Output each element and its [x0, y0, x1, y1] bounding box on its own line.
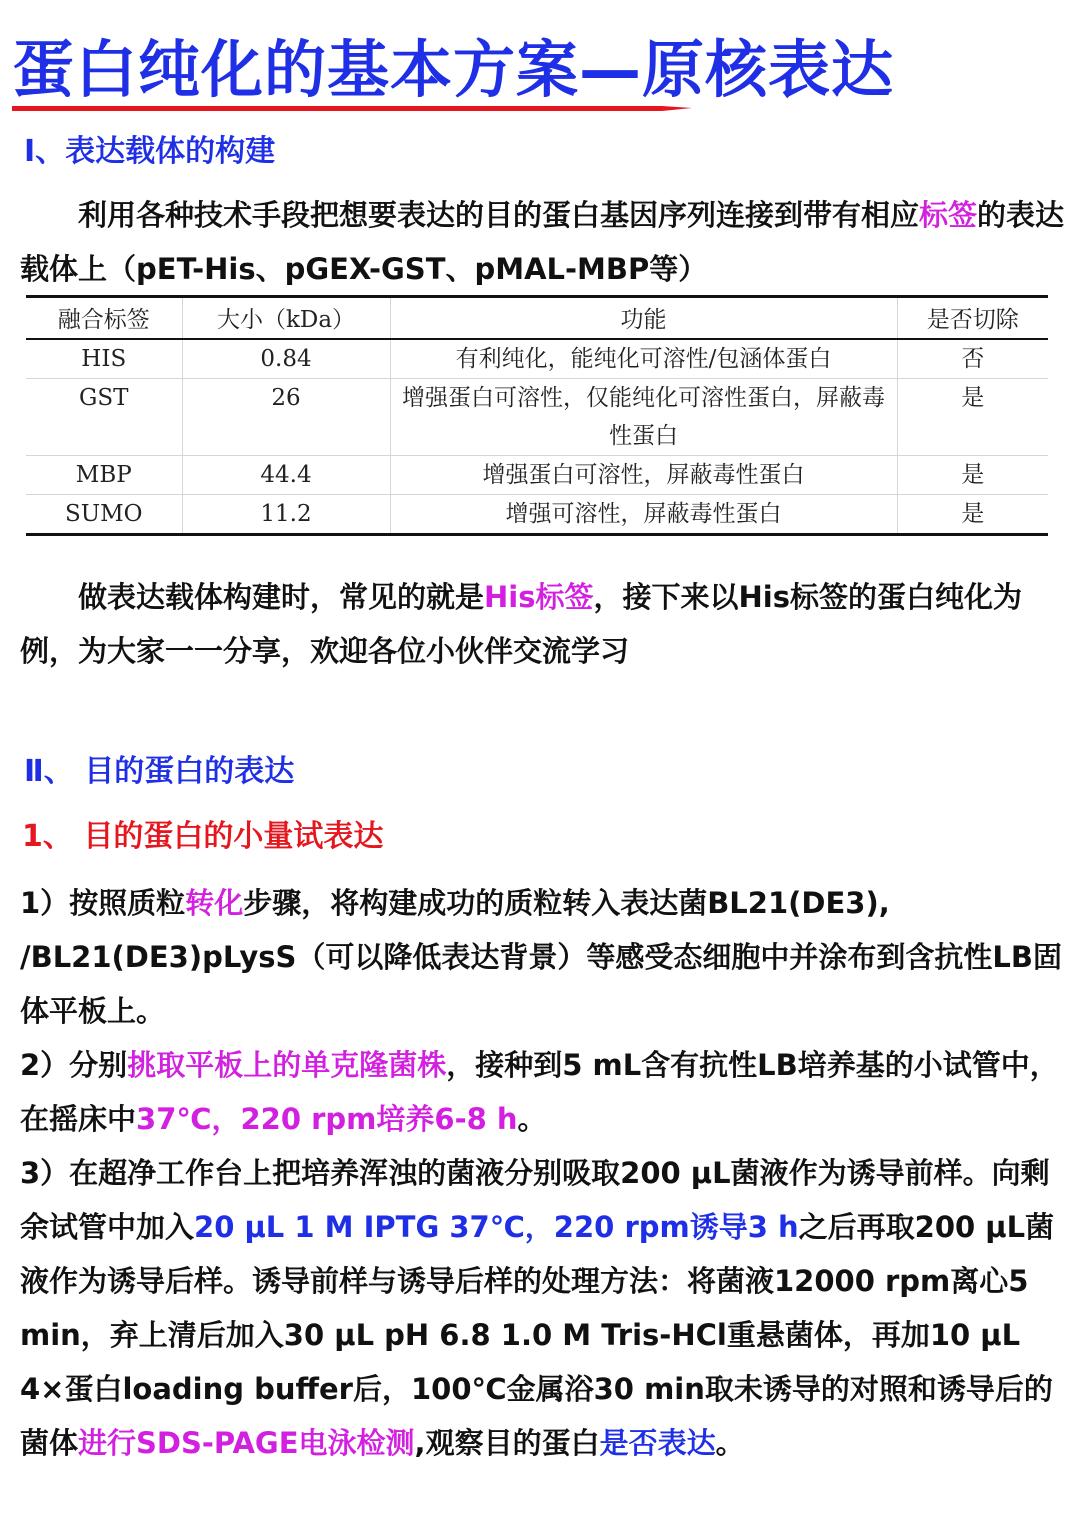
cell-cleave: 是 [897, 378, 1048, 455]
step-3 [20, 1146, 1065, 1470]
step2-text-1: 2）分别 [20, 1048, 128, 1082]
cell-cleave: 是 [897, 494, 1048, 534]
cell-size: 11.2 [182, 494, 390, 534]
section2-subheading: 1、 目的蛋白的小量试表达 [22, 819, 384, 854]
step1-highlight: 转化 [185, 886, 244, 920]
step-2 [20, 1038, 1065, 1146]
step3-highlight-1: 20 μL 1 M IPTG 37℃，220 rpm诱导3 h [194, 1210, 799, 1244]
page-title: 蛋白纯化的基本方案—原核表达 [12, 33, 895, 106]
cell-function: 增强蛋白可溶性，仅能纯化可溶性蛋白，屏蔽毒性蛋白 [390, 378, 897, 455]
step2-text-2: ，接种到5 mL含有抗性LB培养基的小试管中，在摇床中 [20, 1048, 1059, 1136]
step3-highlight-2: 进行SDS-PAGE电泳检测 [78, 1426, 415, 1460]
cell-cleave: 否 [897, 339, 1048, 379]
section2-heading: Ⅱ、 目的蛋白的表达 [24, 754, 295, 789]
note-highlight-his: His标签 [484, 580, 594, 614]
col-header-tag: 融合标签 [57, 307, 150, 334]
section1-note [20, 570, 1065, 678]
cell-tag: GST [79, 384, 129, 411]
step2-highlight-2: 37℃，220 rpm培养6-8 h [136, 1102, 518, 1136]
intro-text-2: 的表达载体上（pET-His、pGEX-GST、pMAL-MBP等） [20, 198, 1065, 286]
step3-highlight-3: 是否表达 [599, 1426, 716, 1460]
step3-text-1: 3）在超净工作台上把培养浑浊的菌液分别吸取200 μL菌液作为诱导前样。向剩余试管中加入 [20, 1156, 1050, 1244]
col-header-size: 大小（kDa） [182, 297, 390, 339]
cell-tag: SUMO [64, 500, 143, 527]
table-row [26, 339, 1048, 379]
table-row [26, 378, 1048, 455]
cell-function: 有利纯化，能纯化可溶性/包涵体蛋白 [390, 339, 897, 379]
section1-heading: Ⅰ、表达载体的构建 [24, 134, 276, 169]
cell-tag: MBP [75, 461, 132, 488]
col-header-function: 功能 [390, 297, 897, 339]
table-header-row [26, 297, 1048, 339]
cell-function: 增强蛋白可溶性，屏蔽毒性蛋白 [390, 455, 897, 494]
note-text-2: ，接下来以His标签的蛋白纯化为例，为大家一一分享，欢迎各位小伙伴交流学习 [20, 580, 1022, 668]
fusion-tag-table [26, 295, 1048, 536]
table-row [26, 494, 1048, 534]
step3-text-2: 之后再取200 μL菌液作为诱导后样。诱导前样与诱导后样的处理方法：将菌液12000 rpm离心5 min，弃上清后加入30 μL pH 6.8 1.0 M Tris-HCl重悬菌体，再加10 μL 4×蛋白loading buffer后，100℃金属浴30 min取未诱导的对照和诱导后的菌体 [20, 1210, 1055, 1460]
cell-size: 0.84 [182, 339, 390, 379]
step-1 [20, 876, 1065, 1038]
table-row [26, 455, 1048, 494]
cell-function: 增强可溶性，屏蔽毒性蛋白 [390, 494, 897, 534]
note-text-1: 做表达载体构建时，常见的就是 [78, 580, 485, 614]
section1-intro [20, 188, 1065, 296]
step3-text-3: ,观察目的蛋白 [414, 1426, 600, 1460]
step2-text-3: 。 [517, 1102, 547, 1136]
cell-tag: HIS [81, 345, 127, 372]
step3-text-4: 。 [715, 1426, 745, 1460]
cell-size: 26 [182, 378, 390, 455]
step1-text-1: 1）按照质粒 [20, 886, 186, 920]
step2-highlight-1: 挑取平板上的单克隆菌株 [127, 1048, 447, 1082]
intro-text-1: 利用各种技术手段把想要表达的目的蛋白基因序列连接到带有相应 [78, 198, 920, 232]
cell-cleave: 是 [897, 455, 1048, 494]
cell-size: 44.4 [182, 455, 390, 494]
title-arrow-underline [12, 104, 692, 112]
col-header-cleave: 是否切除 [897, 297, 1048, 339]
step1-text-2: 步骤，将构建成功的质粒转入表达菌BL21(DE3), /BL21(DE3)pLysS（可以降低表达背景）等感受态细胞中并涂布到含抗性LB固体平板上。 [20, 886, 1063, 1028]
intro-highlight-tag: 标签 [919, 198, 978, 232]
